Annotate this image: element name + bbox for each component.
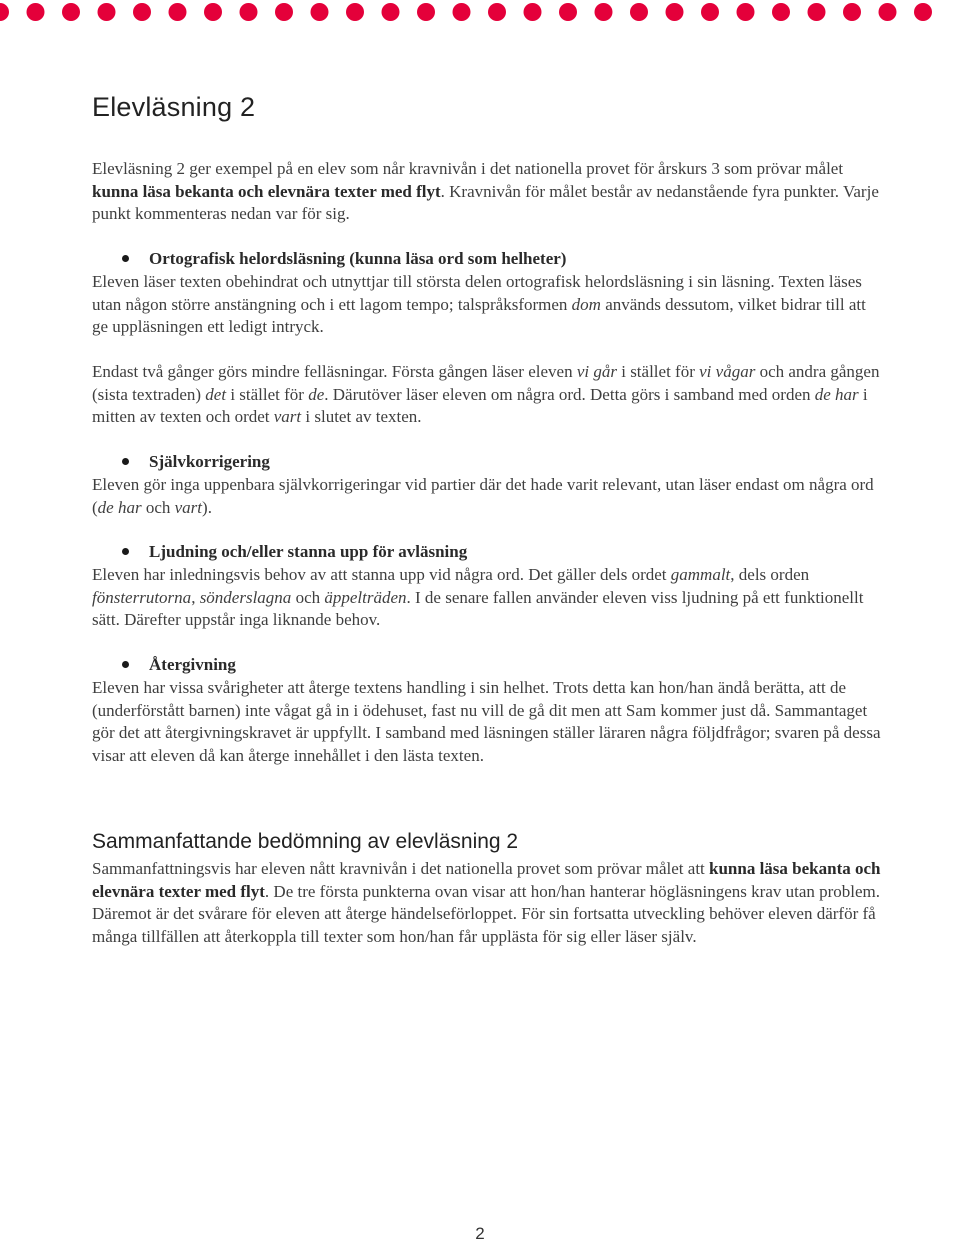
bullet-icon [122, 458, 129, 465]
border-dot [275, 3, 293, 21]
border-dot [169, 3, 187, 21]
bullet-icon [122, 255, 129, 262]
border-dot [488, 3, 506, 21]
summary-paragraph: Sammanfattningsvis har eleven nått kravnivån i det nationella provet som prövar målet att kunna läsa bekanta och elevnära texter med flyt. De tre första punkterna ovan visar att hon/han hanterar högläsningens krav utan problem. Däremot är det svårare för eleven att återge händelseförloppet. För sin fortsatta utveckling behöver eleven därför få många tillfällen att återkoppla till texter som hon/han får upplästa för sig eller läser själv. [92, 859, 881, 946]
point-heading-decoding: Ljudning och/eller stanna upp för avläsning [92, 541, 882, 564]
border-dot [914, 3, 932, 21]
point-heading-orthographic: Ortografisk helordsläsning (kunna läsa ord som helheter) [92, 248, 882, 271]
bullet-icon [122, 661, 129, 668]
border-dot [772, 3, 790, 21]
point-decoding-paragraph: Eleven har inledningsvis behov av att stanna upp vid några ord. Det gäller dels ordet gammalt, dels orden fönsterrutorna, sönderslagna och äppelträden. I de senare fallen använder eleven viss ljudning på ett funktionellt sätt. Därefter uppstår inga liknande behov. [92, 565, 864, 630]
border-dot [417, 3, 435, 21]
point-orthographic-paragraph-1: Eleven läser texten obehindrat och utnyttjar till största delen ortografisk helordsläsning i sin läsning. Texten läses utan någon större anstängning och i ett lagom tempo; talspråksformen dom används dessutom, vilket bidrar till att ge uppläsningen ett ledigt intryck. [92, 272, 866, 337]
point-heading-retelling: Återgivning [92, 654, 882, 677]
border-dot [666, 3, 684, 21]
point-self-correction-paragraph: Eleven gör inga uppenbara självkorrigeringar vid partier där det hade varit relevant, utan läser endast om några ord (de har och vart). [92, 475, 874, 517]
border-dot [595, 3, 613, 21]
border-dot [62, 3, 80, 21]
border-dot [701, 3, 719, 21]
border-dot [524, 3, 542, 21]
border-dot [204, 3, 222, 21]
border-dot [98, 3, 116, 21]
point-retelling-paragraph: Eleven har vissa svårigheter att återge textens handling i sin helhet. Trots detta kan hon/han ändå berätta, att de (underförstått barnen) inte vågat gå in i ödehuset, fast nu vill de gå dit men att Sam kommer just då. Sammantaget gör det att återgivningskravet är uppfyllt. I samband med läsningen ställer läraren några följdfrågor; svaren på dessa visar att eleven då kan återge innehållet i den lästa texten. [92, 678, 881, 765]
border-dot [559, 3, 577, 21]
border-dot [382, 3, 400, 21]
summary-heading: Sammanfattande bedömning av elevläsning 2 [92, 830, 519, 853]
point-heading-self-correction: Självkorrigering [92, 451, 882, 474]
bullet-icon [122, 548, 129, 555]
border-dot [133, 3, 151, 21]
page-title: Elevläsning 2 [92, 92, 256, 122]
border-dot [240, 3, 258, 21]
point-orthographic-paragraph-2: Endast två gånger görs mindre felläsningar. Första gången läser eleven vi går i stället för vi vågar och andra gången (sista textraden) det i stället för de. Därutöver läser eleven om några ord. Detta görs i samband med orden de har i mitten av texten och ordet vart i slutet av texten. [92, 362, 880, 427]
border-dot [843, 3, 861, 21]
border-dot [630, 3, 648, 21]
border-dot [0, 3, 9, 21]
border-dot [27, 3, 45, 21]
border-dot [737, 3, 755, 21]
page-number: 2 [475, 1224, 485, 1243]
border-dot [879, 3, 897, 21]
border-dot [453, 3, 471, 21]
border-dot [346, 3, 364, 21]
intro-paragraph: Elevläsning 2 ger exempel på en elev som når kravnivån i det nationella provet för årskurs 3 som prövar målet kunna läsa bekanta och elevnära texter med flyt. Kravnivån för målet består av nedanstående fyra punkter. Varje punkt kommenteras nedan var för sig. [92, 159, 879, 224]
border-dot [808, 3, 826, 21]
border-dot [311, 3, 329, 21]
decorative-dot-border [0, 0, 960, 26]
